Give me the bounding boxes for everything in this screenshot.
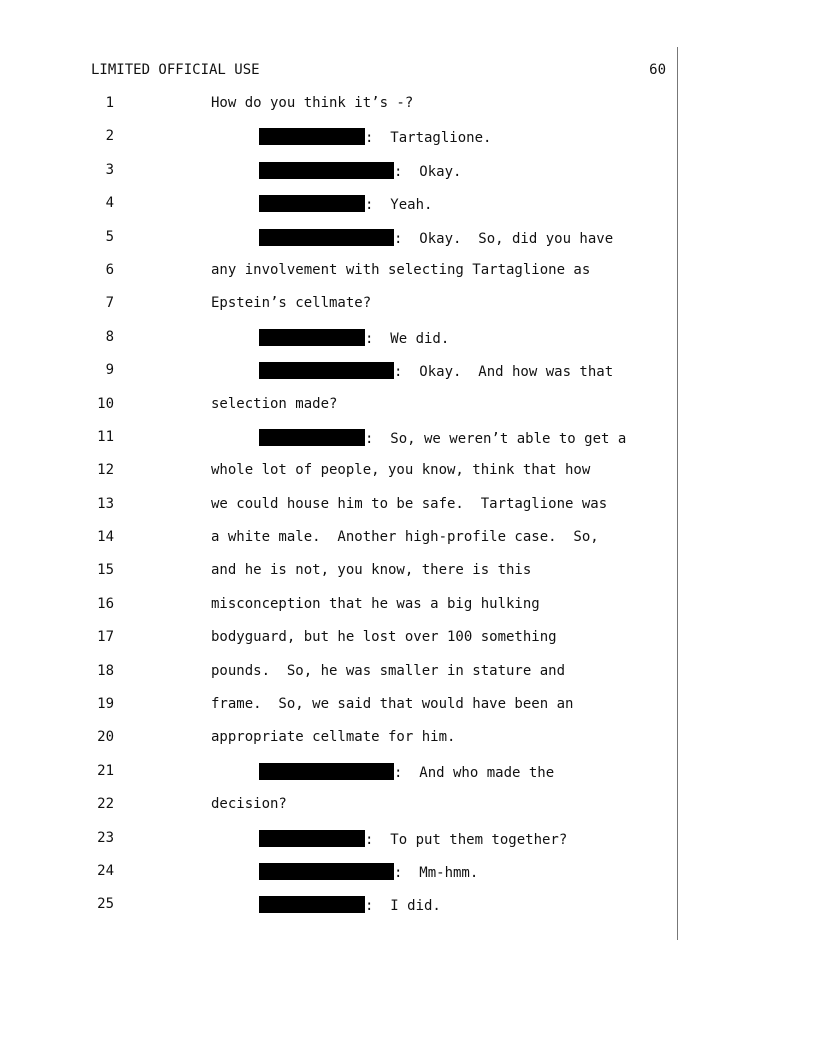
classification-header: LIMITED OFFICIAL USE: [91, 62, 260, 78]
transcript-line: [0, 696, 816, 729]
line-text: decision?: [211, 796, 287, 813]
line-text: Epstein’s cellmate?: [211, 295, 372, 312]
transcript-line: [0, 496, 816, 529]
speaker-line: [259, 429, 626, 447]
line-text: a white male. Another high-profile case. So,: [211, 529, 599, 546]
redaction-bar: [259, 896, 365, 913]
redaction-bar: [259, 863, 394, 880]
line-number: 16: [97, 595, 114, 612]
line-number: 22: [97, 796, 114, 813]
speaker-line: [259, 229, 613, 247]
line-text: frame. So, we said that would have been an: [211, 696, 574, 713]
page-number: 60: [649, 62, 666, 78]
speaker-text: : I did.: [365, 898, 441, 915]
line-number: 8: [105, 328, 114, 345]
line-number: 10: [97, 395, 114, 412]
speaker-text: : So, we weren’t able to get a: [365, 430, 627, 447]
redaction-bar: [259, 830, 365, 847]
transcript-line: [0, 896, 816, 929]
transcript-line: [0, 162, 816, 195]
speaker-line: [259, 362, 613, 380]
line-number: 13: [97, 495, 114, 512]
transcript-line: [0, 329, 816, 362]
speaker-line: [259, 763, 554, 781]
redaction-bar: [259, 329, 365, 346]
redaction-bar: [259, 128, 365, 145]
transcript-line: [0, 429, 816, 462]
transcript-line: [0, 863, 816, 896]
transcript-line: [0, 562, 816, 595]
speaker-text: : Okay.: [394, 163, 462, 180]
line-number: 19: [97, 696, 114, 713]
line-number: 25: [97, 896, 114, 913]
line-number: 1: [105, 95, 114, 111]
transcript-line: [0, 729, 816, 762]
speaker-line: [259, 162, 461, 180]
line-text: appropriate cellmate for him.: [211, 729, 456, 746]
speaker-text: : Yeah.: [365, 197, 433, 214]
speaker-line: [259, 195, 432, 213]
speaker-text: : Tartaglione.: [365, 130, 492, 147]
transcript-line: [0, 128, 816, 161]
speaker-text: : We did.: [365, 330, 450, 347]
transcript-body: [0, 95, 816, 930]
transcript-line: [0, 529, 816, 562]
transcript-line: [0, 596, 816, 629]
redaction-bar: [259, 362, 394, 379]
line-text: and he is not, you know, there is this: [211, 562, 532, 579]
speaker-text: : Okay. And how was that: [394, 364, 614, 381]
line-text: pounds. So, he was smaller in stature and: [211, 662, 566, 679]
transcript-line: [0, 629, 816, 662]
speaker-line: [259, 896, 441, 914]
line-number: 11: [97, 428, 114, 445]
line-number: 18: [97, 662, 114, 679]
redaction-bar: [259, 229, 394, 246]
transcript-line: [0, 195, 816, 228]
transcript-line: [0, 663, 816, 696]
line-number: 6: [105, 261, 114, 278]
line-number: 14: [97, 529, 114, 546]
line-number: 23: [97, 829, 114, 846]
speaker-text: : Okay. So, did you have: [394, 230, 614, 247]
speaker-line: [259, 329, 449, 347]
redaction-bar: [259, 162, 394, 179]
transcript-line: [0, 95, 816, 128]
line-text: bodyguard, but he lost over 100 something: [211, 629, 557, 646]
transcript-line: [0, 462, 816, 495]
line-number: 20: [97, 729, 114, 746]
transcript-line: [0, 262, 816, 295]
line-text: misconception that he was a big hulking: [211, 595, 540, 612]
transcript-line: [0, 830, 816, 863]
line-number: 3: [105, 161, 114, 178]
speaker-line: [259, 830, 567, 848]
redaction-bar: [259, 195, 365, 212]
line-number: 21: [97, 762, 114, 779]
line-text: How do you think it’s -?: [211, 95, 414, 111]
redaction-bar: [259, 763, 394, 780]
line-number: 15: [97, 562, 114, 579]
line-text: any involvement with selecting Tartaglione as: [211, 261, 591, 278]
transcript-line: [0, 396, 816, 429]
speaker-text: : And who made the: [394, 764, 555, 781]
line-text: we could house him to be safe. Tartaglione was: [211, 495, 608, 512]
line-number: 12: [97, 462, 114, 479]
speaker-text: : Mm-hmm.: [394, 864, 479, 881]
speaker-text: : To put them together?: [365, 831, 568, 848]
line-number: 7: [105, 295, 114, 312]
line-number: 9: [105, 362, 114, 379]
line-text: whole lot of people, you know, think that how: [211, 462, 591, 479]
line-number: 4: [105, 195, 114, 212]
line-number: 5: [105, 228, 114, 245]
line-text: selection made?: [211, 395, 338, 412]
transcript-line: [0, 229, 816, 262]
line-number: 2: [105, 128, 114, 145]
speaker-line: [259, 128, 491, 146]
speaker-line: [259, 863, 478, 881]
line-number: 24: [97, 862, 114, 879]
redaction-bar: [259, 429, 365, 446]
transcript-line: [0, 362, 816, 395]
line-number: 17: [97, 629, 114, 646]
transcript-line: [0, 763, 816, 796]
transcript-line: [0, 796, 816, 829]
transcript-line: [0, 295, 816, 328]
